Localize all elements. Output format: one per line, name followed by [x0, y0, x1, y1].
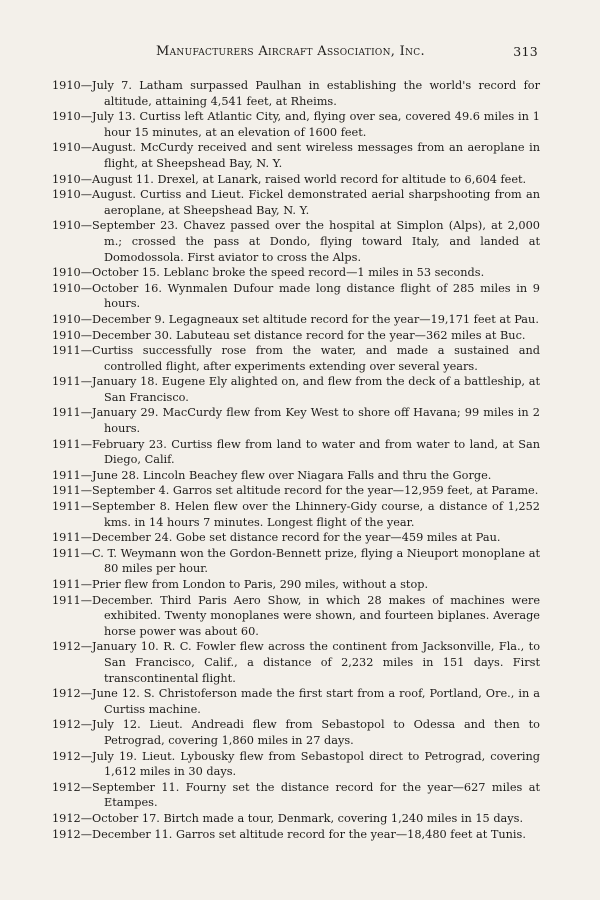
- page-header: [52, 44, 538, 64]
- running-head: Manufacturers Aircraft Association, Inc.: [156, 44, 425, 59]
- chronology-entry: 1911—June 28. Lincoln Beachey flew over Niagara Falls and thru the Gorge.: [52, 468, 492, 482]
- chronology-entry: 1911—January 18. Eugene Ely alighted on, and flew from the deck of a battleship, at San Francisco.: [52, 375, 540, 404]
- chronology-entry: 1911—Prier flew from London to Paris, 290 miles, without a stop.: [52, 578, 429, 591]
- page-number: 313: [513, 44, 538, 59]
- chronology-entry: 1910—December 30. Labuteau set distance record for the year—362 miles at Buc.: [52, 328, 526, 342]
- chronology-entry: 1910—July 7. Latham surpassed Paulhan in establishing the world's record for altitude, attaining 4,541 feet, at Rheims.: [52, 79, 540, 108]
- chronology-entry: 1911—September 4. Garros set altitude record for the year—12,959 feet, at Parame.: [52, 484, 539, 498]
- chronology-entry: 1910—July 13. Curtiss left Atlantic City, and, flying over sea, covered 49.6 miles in 1 hour 15 minutes, at an elevation of 1600 feet.: [52, 110, 540, 139]
- chronology-entry: 1911—December 24. Gobe set distance record for the year—459 miles at Pau.: [52, 531, 501, 545]
- chronology-entry: 1912—December 11. Garros set altitude record for the year—18,480 feet at Tunis.: [52, 827, 526, 841]
- chronology-entry: 1911—December. Third Paris Aero Show, in which 28 makes of machines were exhibited. Twenty monoplanes were shown, and fourteen biplanes. Average horse power was about 60.: [52, 593, 540, 638]
- chronology-entry: 1911—C. T. Weymann won the Gordon-Bennett prize, flying a Nieuport monoplane at 80 miles per hour.: [52, 546, 540, 576]
- chronology-entry: 1910—October 15. Leblanc broke the speed record—1 miles in 53 seconds.: [52, 266, 485, 280]
- chronology-entry: 1912—October 17. Birtch made a tour, Denmark, covering 1,240 miles in 15 days.: [52, 811, 524, 825]
- chronology-entry: 1912—July 19. Lieut. Lybousky flew from Sebastopol direct to Petrograd, covering 1,612 miles in 30 days.: [52, 749, 540, 779]
- chronology-entry: 1912—July 12. Lieut. Andreadi flew from Sebastopol to Odessa and then to Petrograd, covering 1,860 miles in 27 days.: [52, 718, 540, 747]
- chronology-entry: 1910—August 11. Drexel, at Lanark, raised world record for altitude to 6,604 feet.: [52, 172, 527, 186]
- chronology-entry: 1910—September 23. Chavez passed over the hospital at Simplon (Alps), at 2,000 m.; crossed the pass at Dondo, flying toward Italy, and landed at Domodossola. First aviator to cross the Alps.: [52, 219, 540, 264]
- chronology-entry: 1912—June 12. S. Christoferson made the first start from a roof, Portland, Ore., in a Curtiss machine.: [52, 687, 540, 716]
- chronology-entry: 1912—January 10. R. C. Fowler flew across the continent from Jacksonville, Fla., to San Francisco, Calif., a distance of 2,232 miles in 151 days. First transcontinental flight.: [52, 640, 540, 685]
- chronology-entry: 1911—September 8. Helen flew over the Lhinnery-Gidy course, a distance of 1,252 kms. in 14 hours 7 minutes. Longest flight of the year.: [52, 500, 540, 529]
- chronology-entry: 1912—September 11. Fourny set the distance record for the year—627 miles at Etampes.: [52, 780, 540, 810]
- chronology-list: [52, 78, 540, 842]
- chronology-entry: 1910—August. McCurdy received and sent wireless messages from an aeroplane in flight, at Sheepshead Bay, N. Y.: [52, 141, 540, 170]
- chronology-entry: 1910—October 16. Wynmalen Dufour made long distance flight of 285 miles in 9 hours.: [52, 281, 540, 311]
- chronology-entry: 1911—Curtiss successfully rose from the water, and made a sustained and controlled flight, after experiments extending over several years.: [52, 344, 540, 373]
- chronology-entry: 1910—August. Curtiss and Lieut. Fickel demonstrated aerial sharpshooting from an aeroplane, at Sheepshead Bay, N. Y.: [52, 188, 540, 217]
- chronology-entry: 1911—January 29. MacCurdy flew from Key West to shore off Havana; 99 miles in 2 hours.: [52, 406, 540, 436]
- chronology-entry: 1911—February 23. Curtiss flew from land to water and from water to land, at San Diego, Calif.: [52, 437, 540, 467]
- chronology-entry: 1910—December 9. Legagneaux set altitude record for the year—19,171 feet at Pau.: [52, 312, 539, 326]
